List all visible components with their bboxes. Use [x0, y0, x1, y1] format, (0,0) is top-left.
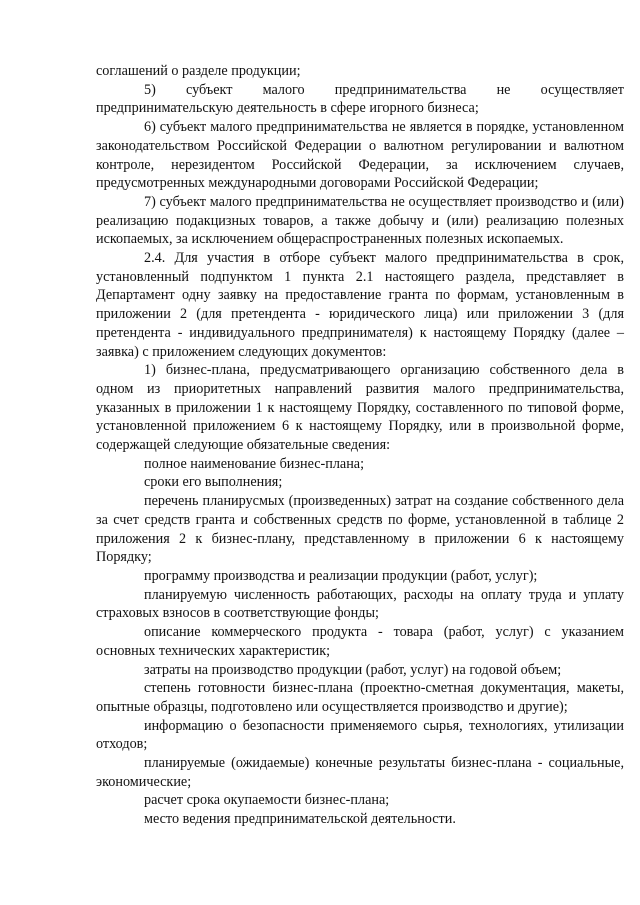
list-item-product-description: описание коммерческого продукта - товара (работ, услуг) с указанием основных технических характеристик; — [96, 624, 624, 659]
list-item-costs: перечень планирусмых (произведенных) затрат на создание собственного дела за счет средств гранта и собственных средств по форме, установленной в таблице 2 приложения 2 к бизнес-плану, представленному в приложении 6 к настоящему Порядку; — [96, 493, 624, 566]
list-item-payback: расчет срока окупаемости бизнес-плана; — [144, 792, 390, 809]
paragraph-section-2-4: 2.4. Для участия в отборе субъект малого предпринимательства в срок, установленный подпунктом 1 пункта 2.1 настоящего раздела, представляет в Департамент одну заявку на предоставление гранта по формам, установленным в приложении 2 (для претендента - юридического лица) или приложении 3 (для претендента - индивидуального предпринимателя) к настоящему Порядку (далее – заявка) с приложением следующих документов: — [96, 250, 624, 360]
list-item-safety-info: информацию о безопасности применяемого сырья, технологиях, утилизации отходов; — [96, 717, 624, 753]
list-item-readiness: степень готовности бизнес-плана (проектно-сметная документация, макеты, опытные образцы, подготовлено или осуществляется производство и другие); — [96, 680, 624, 715]
list-item-expected-results: планируемые (ожидаемые) конечные результаты бизнес-плана - социальные, экономические; — [96, 755, 624, 790]
list-item-production-program: программу производства и реализации продукции (работ, услуг); — [144, 567, 538, 584]
list-item-deadlines: сроки его выполнения; — [144, 474, 283, 491]
document-page — [96, 62, 624, 829]
paragraph-business-plan: 1) бизнес-плана, предусматривающего организацию собственного дела в одном из приоритетных направлений развития малого предпринимательства, указанных в приложении 1 к настоящему Порядку, составленного по типовой форме, установленной приложением 6 к настоящему Порядку, или в произвольной форме, содержащей следующие обязательные сведения: — [96, 362, 624, 454]
list-item-production-costs: затраты на производство продукции (работ, услуг) на годовой объем; — [144, 661, 562, 678]
list-item-plan-name: полное наименование бизнес-плана; — [144, 455, 365, 472]
paragraph-item-7: 7) субъект малого предпринимательства не осуществляет производство и (или) реализацию подакцизных товаров, а также добычу и (или) реализацию полезных ископаемых, за исключением общераспространенных полезных ископаемых. — [96, 193, 624, 248]
list-item-staff: планируемую численность работающих, расходы на оплату труда и уплату страховых взносов в соответствующие фонды; — [96, 586, 624, 622]
paragraph-continuation: соглашений о разделе продукции; — [96, 63, 301, 79]
paragraph-item-5: 5) субъект малого предпринимательства не осуществляет предпринимательскую деятельность в сфере игорного бизнеса; — [96, 81, 624, 117]
paragraph-item-6: 6) субъект малого предпринимательства не является в порядке, установленном законодательством Российской Федерации о валютном регулировании и валютном контроле, нерезидентом Российской Федерации, за исключением случаев, предусмотренных международными договорами Российской Федерации; — [96, 119, 624, 192]
list-item-location: место ведения предпринимательской деятельности. — [144, 811, 456, 828]
